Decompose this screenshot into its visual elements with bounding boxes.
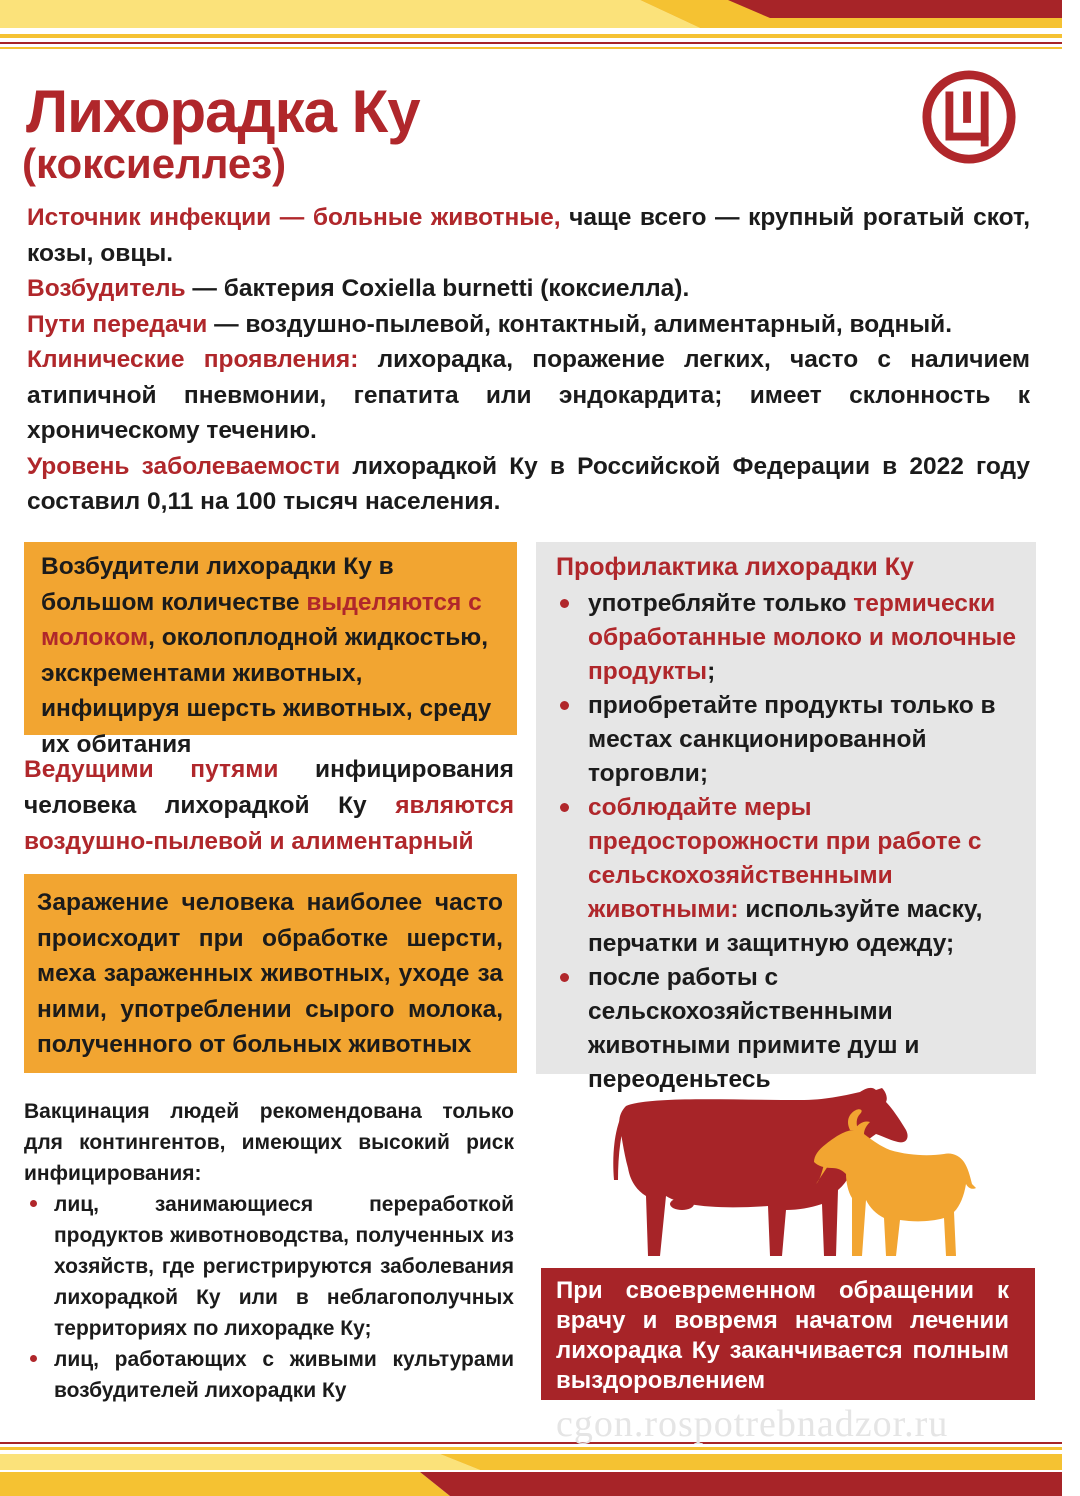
logo-emblem-icon	[920, 68, 1018, 166]
intro-section	[27, 200, 1030, 520]
source-watermark: cgon.rospotrebnadzor.ru	[556, 1403, 949, 1445]
vaccination-section	[24, 1096, 514, 1406]
recovery-info-box: При своевременном обращении к врачу и вовремя начатом лечении лихорадка Ку заканчивается полным выздоровлением	[541, 1268, 1035, 1400]
prevention-list	[556, 587, 1018, 1097]
excretion-info-box: Возбудители лихорадки Ку в большом количестве выделяются с молоком, околоплодной жидкостью, экскрементами животных, инфицируя шерсть животных, среду их обитания	[24, 542, 517, 735]
top-decor-stripes	[0, 0, 1080, 60]
vaccination-intro: Вакцинация людей рекомендована только для контингентов, имеющих высокий риск инфицирования:	[24, 1100, 514, 1185]
transmission-routes: Пути передачи — воздушно-пылевой, контактный, алиментарный, водный.	[27, 310, 953, 338]
page-subtitle: (коксиеллез)	[22, 140, 287, 187]
prevention-title: Профилактика лихорадки Ку	[556, 553, 914, 581]
bullet-icon	[560, 599, 569, 608]
bullet-icon	[560, 701, 569, 710]
vaccination-list	[24, 1189, 514, 1406]
bullet-icon	[560, 973, 569, 982]
infection-source: Источник инфекции — больные животные, чаще всего — крупный рогатый скот, козы, овцы.	[27, 204, 1030, 267]
bullet-icon	[30, 1355, 37, 1362]
prevention-item: соблюдайте меры предосторожности при работе с сельскохозяйственными животными: используйте маску, перчатки и защитную одежду;	[556, 791, 1018, 961]
pathogen: Возбудитель — бактерия Coxiella burnetti (коксиелла).	[27, 275, 690, 302]
bullet-icon	[30, 1200, 37, 1207]
infection-paths-text: Ведущими путями инфицирования человека лихорадкой Ку являются воздушно-пылевой и алиментарный	[24, 756, 514, 855]
bullet-icon	[560, 803, 569, 812]
vaccination-item: лиц, работающих с живыми культурами возбудителей лихорадки Ку	[24, 1344, 514, 1406]
prevention-item: после работы с сельскохозяйственными животными примите душ и переоденьтесь	[556, 961, 1018, 1097]
page-title: Лихорадка Ку	[26, 78, 420, 145]
bottom-decor-stripes	[0, 1440, 1080, 1496]
incidence-rate: Уровень заболеваемости лихорадкой Ку в Российской Федерации в 2022 году составил 0,11 на 100 тысяч населения.	[27, 452, 1030, 515]
animals-illustration	[610, 1084, 980, 1264]
vaccination-item: лиц, занимающиеся переработкой продуктов животноводства, полученных из хозяйств, где регистрируются заболевания лихорадкой Ку или в неблагополучных территориях по лихорадке Ку;	[24, 1189, 514, 1344]
prevention-item: приобретайте продукты только в местах санкционированной торговли;	[556, 689, 1018, 791]
prevention-panel	[536, 542, 1036, 1093]
infection-cause-box: Заражение человека наиболее часто происходит при обработке шерсти, меха зараженных животных, уходе за ними, употреблении сырого молока, полученного от больных животных	[24, 874, 517, 1073]
clinical-manifestations: Клинические проявления: лихорадка, поражение легких, часто с наличием атипичной пневмонии, гепатита или эндокардита; имеет склонность к хроническому течению.	[27, 346, 1030, 444]
prevention-item: употребляйте только термически обработанные молоко и молочные продукты;	[556, 587, 1018, 689]
